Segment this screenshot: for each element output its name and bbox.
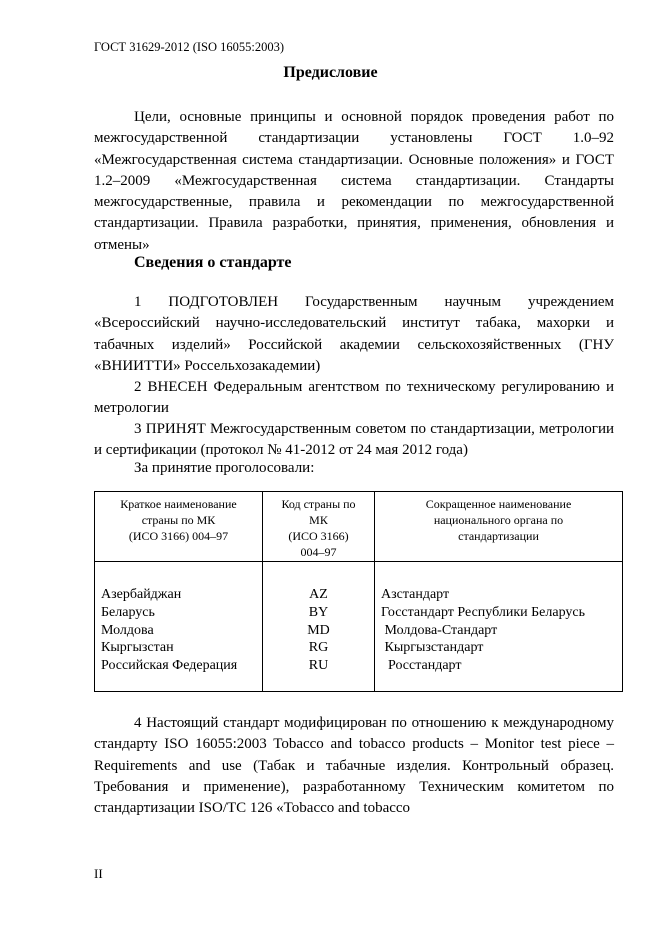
section-heading: Сведения о стандарте (134, 254, 292, 271)
vote-line: За принятие проголосовали: (134, 460, 315, 476)
national-body: Молдова-Стандарт (381, 622, 498, 638)
country-name: Кыргызстан (101, 640, 174, 656)
codes-cell (263, 562, 375, 692)
bodies-cell (375, 562, 623, 692)
country-code: AZ (309, 587, 328, 602)
country-name: Российская Федерация (101, 658, 238, 674)
country-name: Азербайджан (101, 587, 182, 602)
countries-cell (95, 562, 263, 692)
table-header-row (95, 492, 623, 562)
national-body: Госстандарт Республики Беларусь (381, 604, 586, 620)
country-name: Беларусь (101, 604, 155, 620)
page-title: Предисловие (283, 64, 378, 81)
item-2-paragraph: 2 ВНЕСЕН Федеральным агентством по техническому регулированию и метрологии (94, 379, 614, 417)
national-body: Росстандарт (381, 658, 462, 674)
header-national-body: Сокращенное наименование национального органа по стандартизации (375, 492, 623, 562)
voting-table (94, 491, 623, 692)
page-number: II (94, 866, 103, 881)
document-header: ГОСТ 31629-2012 (ISO 16055:2003) (94, 40, 285, 54)
country-name: Молдова (101, 622, 154, 638)
national-body: Азстандарт (381, 587, 450, 602)
table-row (95, 562, 623, 692)
header-country-name: Краткое наименование страны по МК (ИСО 3166) 004–97 (95, 492, 263, 562)
header-country-code: Код страны по МК (ИСО 3166) 004–97 (263, 492, 375, 562)
country-code: MD (307, 622, 330, 638)
item-4-paragraph: 4 Настоящий стандарт модифицирован по отношению к международному стандарту ISO 16055:2003 Tobacco and tobacco products – Monitor test piece – Requirements and use (Табак и табачные изделия. Контрольный образец. Требования и применение), разработанному Техническим комитетом по стандартизации ISO/TC 126 «Tobacco and tobacco (94, 715, 614, 817)
item-1-paragraph: 1 ПОДГОТОВЛЕН Государственным научным учреждением «Всероссийский научно-исследовательский институт табака, махорки и табачных изделий» Российской академии сельскохозяйственных (ГНУ «ВНИИТТИ» Россельхозакадемии) (94, 294, 614, 374)
intro-paragraph: Цели, основные принципы и основной порядок проведения работ по межгосударственной стандартизации установлены ГОСТ 1.0–92 «Межгосударственная система стандартизации. Основные положения» и ГОСТ 1.2–2009 «Межгосударственная система стандартизации. Стандарты межгосударственные, правила и рекомендации по межгосударственной стандартизации. Правила разработки, принятия, применения, обновления и отмены» (94, 109, 614, 253)
country-code: BY (308, 604, 329, 620)
item-3-paragraph: 3 ПРИНЯТ Межгосударственным советом по стандартизации, метрологии и сертификации (протокол № 41-2012 от 24 мая 2012 года) (94, 421, 614, 459)
country-code: RG (308, 640, 329, 656)
national-body: Кыргызстандарт (381, 640, 484, 656)
country-code: RU (308, 658, 329, 674)
